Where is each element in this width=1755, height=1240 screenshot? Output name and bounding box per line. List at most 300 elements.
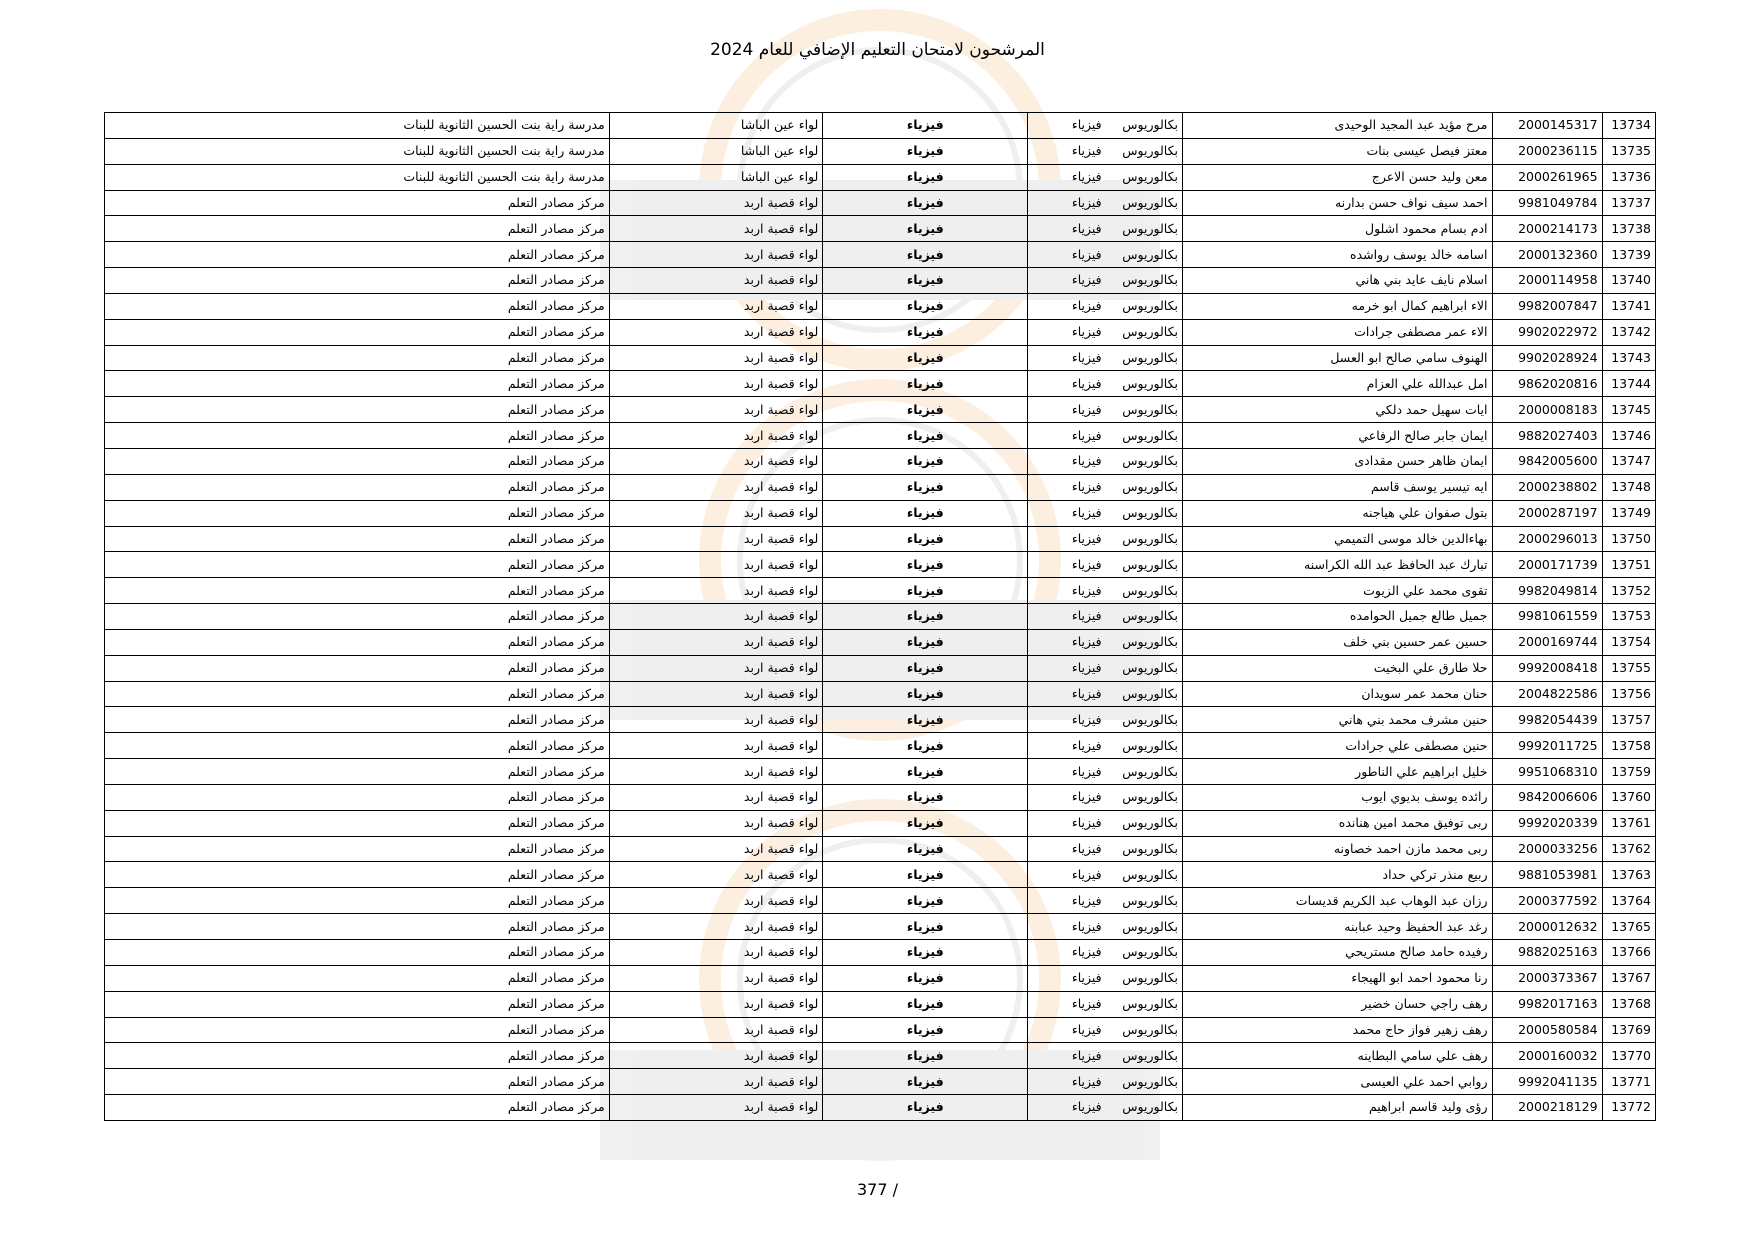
- subject-cell: فيزياء: [823, 268, 1028, 294]
- name-cell: رنا محمود احمد ابو الهيجاء: [1182, 965, 1492, 991]
- table-row: [105, 991, 1656, 1017]
- candidates-table-body: [105, 113, 1656, 1121]
- degree-cell: بكالوريوس: [1106, 190, 1183, 216]
- candidates-table-wrapper: [104, 112, 1656, 1121]
- subject-cell: فيزياء: [823, 604, 1028, 630]
- table-row: [105, 940, 1656, 966]
- degree-cell: بكالوريوس: [1106, 810, 1183, 836]
- seq-cell: 13747: [1602, 448, 1655, 474]
- national-id-cell: 2000580584: [1492, 1017, 1602, 1043]
- name-cell: تبارك عبد الحافظ عبد الله الكراسنه: [1182, 552, 1492, 578]
- name-cell: جميل طالع جميل الحوامده: [1182, 604, 1492, 630]
- district-cell: لواء قصبة اربد: [609, 423, 823, 449]
- degree-cell: بكالوريوس: [1106, 242, 1183, 268]
- degree-cell: بكالوريوس: [1106, 862, 1183, 888]
- exam-center-cell: مركز مصادر التعلم: [105, 991, 610, 1017]
- national-id-cell: 2000238802: [1492, 474, 1602, 500]
- degree-cell: بكالوريوس: [1106, 448, 1183, 474]
- subject-cell: فيزياء: [823, 914, 1028, 940]
- subject-cell: فيزياء: [823, 319, 1028, 345]
- national-id-cell: 2000012632: [1492, 914, 1602, 940]
- district-cell: لواء عين الباشا: [609, 113, 823, 139]
- exam-center-cell: مركز مصادر التعلم: [105, 888, 610, 914]
- district-cell: لواء قصبة اربد: [609, 604, 823, 630]
- seq-cell: 13755: [1602, 655, 1655, 681]
- degree-cell: بكالوريوس: [1106, 345, 1183, 371]
- national-id-cell: 2000008183: [1492, 397, 1602, 423]
- national-id-cell: 2000373367: [1492, 965, 1602, 991]
- table-row: [105, 190, 1656, 216]
- table-row: [105, 578, 1656, 604]
- subject-cell: فيزياء: [823, 707, 1028, 733]
- name-cell: امل عبدالله علي العزام: [1182, 371, 1492, 397]
- national-id-cell: 2000171739: [1492, 552, 1602, 578]
- specialization-cell: فيزياء: [1028, 836, 1106, 862]
- subject-cell: فيزياء: [823, 681, 1028, 707]
- seq-cell: 13763: [1602, 862, 1655, 888]
- degree-cell: بكالوريوس: [1106, 965, 1183, 991]
- table-row: [105, 707, 1656, 733]
- exam-center-cell: مركز مصادر التعلم: [105, 474, 610, 500]
- degree-cell: بكالوريوس: [1106, 1017, 1183, 1043]
- table-row: [105, 500, 1656, 526]
- exam-center-cell: مركز مصادر التعلم: [105, 448, 610, 474]
- name-cell: احمد سيف نواف حسن بدارنه: [1182, 190, 1492, 216]
- degree-cell: بكالوريوس: [1106, 164, 1183, 190]
- subject-cell: فيزياء: [823, 888, 1028, 914]
- exam-center-cell: مركز مصادر التعلم: [105, 397, 610, 423]
- degree-cell: بكالوريوس: [1106, 1043, 1183, 1069]
- seq-cell: 13745: [1602, 397, 1655, 423]
- degree-cell: بكالوريوس: [1106, 629, 1183, 655]
- subject-cell: فيزياء: [823, 397, 1028, 423]
- specialization-cell: فيزياء: [1028, 604, 1106, 630]
- name-cell: رفيده حامد صالح مستريحي: [1182, 940, 1492, 966]
- district-cell: لواء قصبة اربد: [609, 888, 823, 914]
- district-cell: لواء قصبة اربد: [609, 552, 823, 578]
- exam-center-cell: مركز مصادر التعلم: [105, 1069, 610, 1095]
- table-row: [105, 113, 1656, 139]
- specialization-cell: فيزياء: [1028, 940, 1106, 966]
- degree-cell: بكالوريوس: [1106, 113, 1183, 139]
- specialization-cell: فيزياء: [1028, 345, 1106, 371]
- seq-cell: 13744: [1602, 371, 1655, 397]
- subject-cell: فيزياء: [823, 448, 1028, 474]
- seq-cell: 13738: [1602, 216, 1655, 242]
- seq-cell: 13762: [1602, 836, 1655, 862]
- district-cell: لواء عين الباشا: [609, 164, 823, 190]
- seq-cell: 13742: [1602, 319, 1655, 345]
- name-cell: ادم بسام محمود اشلول: [1182, 216, 1492, 242]
- degree-cell: بكالوريوس: [1106, 784, 1183, 810]
- subject-cell: فيزياء: [823, 526, 1028, 552]
- specialization-cell: فيزياء: [1028, 1095, 1106, 1121]
- district-cell: لواء قصبة اربد: [609, 629, 823, 655]
- district-cell: لواء قصبة اربد: [609, 397, 823, 423]
- national-id-cell: 2000132360: [1492, 242, 1602, 268]
- subject-cell: فيزياء: [823, 1095, 1028, 1121]
- name-cell: ايات سهيل حمد دلكي: [1182, 397, 1492, 423]
- page-number: 377 /: [856, 1180, 898, 1199]
- exam-center-cell: مركز مصادر التعلم: [105, 759, 610, 785]
- table-row: [105, 784, 1656, 810]
- exam-center-cell: مركز مصادر التعلم: [105, 1017, 610, 1043]
- national-id-cell: 2000145317: [1492, 113, 1602, 139]
- degree-cell: بكالوريوس: [1106, 604, 1183, 630]
- subject-cell: فيزياء: [823, 991, 1028, 1017]
- degree-cell: بكالوريوس: [1106, 371, 1183, 397]
- subject-cell: فيزياء: [823, 784, 1028, 810]
- name-cell: بتول صفوان علي هياجنه: [1182, 500, 1492, 526]
- specialization-cell: فيزياء: [1028, 397, 1106, 423]
- district-cell: لواء قصبة اربد: [609, 914, 823, 940]
- national-id-cell: 9862020816: [1492, 371, 1602, 397]
- subject-cell: فيزياء: [823, 655, 1028, 681]
- subject-cell: فيزياء: [823, 113, 1028, 139]
- degree-cell: بكالوريوس: [1106, 474, 1183, 500]
- seq-cell: 13759: [1602, 759, 1655, 785]
- table-row: [105, 810, 1656, 836]
- subject-cell: فيزياء: [823, 1017, 1028, 1043]
- table-row: [105, 655, 1656, 681]
- district-cell: لواء قصبة اربد: [609, 1017, 823, 1043]
- table-row: [105, 242, 1656, 268]
- specialization-cell: فيزياء: [1028, 914, 1106, 940]
- national-id-cell: 9882025163: [1492, 940, 1602, 966]
- name-cell: الهنوف سامي صالح ابو العسل: [1182, 345, 1492, 371]
- exam-center-cell: مدرسة راية بنت الحسين الثانوية للبنات: [105, 164, 610, 190]
- seq-cell: 13746: [1602, 423, 1655, 449]
- subject-cell: فيزياء: [823, 810, 1028, 836]
- candidates-table: [104, 112, 1656, 1121]
- table-row: [105, 836, 1656, 862]
- district-cell: لواء قصبة اربد: [609, 836, 823, 862]
- subject-cell: فيزياء: [823, 242, 1028, 268]
- district-cell: لواء قصبة اربد: [609, 965, 823, 991]
- name-cell: حنان محمد عمر سويدان: [1182, 681, 1492, 707]
- exam-center-cell: مركز مصادر التعلم: [105, 268, 610, 294]
- degree-cell: بكالوريوس: [1106, 293, 1183, 319]
- degree-cell: بكالوريوس: [1106, 138, 1183, 164]
- seq-cell: 13751: [1602, 552, 1655, 578]
- name-cell: رهف زهير فواز حاج محمد: [1182, 1017, 1492, 1043]
- district-cell: لواء قصبة اربد: [609, 862, 823, 888]
- specialization-cell: فيزياء: [1028, 423, 1106, 449]
- name-cell: بهاءالدين خالد موسى التميمي: [1182, 526, 1492, 552]
- page-title: المرشحون لامتحان التعليم الإضافي للعام 2024: [710, 40, 1045, 60]
- seq-cell: 13741: [1602, 293, 1655, 319]
- specialization-cell: فيزياء: [1028, 733, 1106, 759]
- district-cell: لواء قصبة اربد: [609, 733, 823, 759]
- exam-center-cell: مركز مصادر التعلم: [105, 216, 610, 242]
- district-cell: لواء قصبة اربد: [609, 474, 823, 500]
- seq-cell: 13743: [1602, 345, 1655, 371]
- subject-cell: فيزياء: [823, 138, 1028, 164]
- district-cell: لواء قصبة اربد: [609, 216, 823, 242]
- name-cell: الاء عمر مصطفى جرادات: [1182, 319, 1492, 345]
- degree-cell: بكالوريوس: [1106, 888, 1183, 914]
- table-row: [105, 604, 1656, 630]
- national-id-cell: 2000033256: [1492, 836, 1602, 862]
- table-row: [105, 423, 1656, 449]
- exam-center-cell: مركز مصادر التعلم: [105, 940, 610, 966]
- name-cell: رهف علي سامي البطاينه: [1182, 1043, 1492, 1069]
- specialization-cell: فيزياء: [1028, 371, 1106, 397]
- national-id-cell: 9992041135: [1492, 1069, 1602, 1095]
- district-cell: لواء قصبة اربد: [609, 784, 823, 810]
- seq-cell: 13771: [1602, 1069, 1655, 1095]
- seq-cell: 13768: [1602, 991, 1655, 1017]
- exam-center-cell: مدرسة راية بنت الحسين الثانوية للبنات: [105, 113, 610, 139]
- table-row: [105, 965, 1656, 991]
- district-cell: لواء قصبة اربد: [609, 810, 823, 836]
- name-cell: اسلام نايف عايد بني هاني: [1182, 268, 1492, 294]
- degree-cell: بكالوريوس: [1106, 991, 1183, 1017]
- name-cell: روابي احمد علي العيسى: [1182, 1069, 1492, 1095]
- national-id-cell: 2000169744: [1492, 629, 1602, 655]
- district-cell: لواء قصبة اربد: [609, 526, 823, 552]
- exam-center-cell: مركز مصادر التعلم: [105, 371, 610, 397]
- exam-center-cell: مركز مصادر التعلم: [105, 629, 610, 655]
- district-cell: لواء قصبة اربد: [609, 500, 823, 526]
- exam-center-cell: مركز مصادر التعلم: [105, 242, 610, 268]
- table-row: [105, 1043, 1656, 1069]
- degree-cell: بكالوريوس: [1106, 397, 1183, 423]
- national-id-cell: 2000218129: [1492, 1095, 1602, 1121]
- name-cell: تقوى محمد علي الزيوت: [1182, 578, 1492, 604]
- degree-cell: بكالوريوس: [1106, 216, 1183, 242]
- degree-cell: بكالوريوس: [1106, 707, 1183, 733]
- national-id-cell: 2000160032: [1492, 1043, 1602, 1069]
- specialization-cell: فيزياء: [1028, 707, 1106, 733]
- seq-cell: 13739: [1602, 242, 1655, 268]
- exam-center-cell: مركز مصادر التعلم: [105, 293, 610, 319]
- exam-center-cell: مركز مصادر التعلم: [105, 319, 610, 345]
- specialization-cell: فيزياء: [1028, 578, 1106, 604]
- district-cell: لواء قصبة اربد: [609, 242, 823, 268]
- district-cell: لواء قصبة اربد: [609, 371, 823, 397]
- specialization-cell: فيزياء: [1028, 552, 1106, 578]
- degree-cell: بكالوريوس: [1106, 914, 1183, 940]
- subject-cell: فيزياء: [823, 1043, 1028, 1069]
- district-cell: لواء قصبة اربد: [609, 1069, 823, 1095]
- degree-cell: بكالوريوس: [1106, 940, 1183, 966]
- exam-center-cell: مركز مصادر التعلم: [105, 707, 610, 733]
- specialization-cell: فيزياء: [1028, 1017, 1106, 1043]
- degree-cell: بكالوريوس: [1106, 319, 1183, 345]
- exam-center-cell: مركز مصادر التعلم: [105, 733, 610, 759]
- table-row: [105, 448, 1656, 474]
- specialization-cell: فيزياء: [1028, 216, 1106, 242]
- name-cell: رزان عبد الوهاب عبد الكريم قديسات: [1182, 888, 1492, 914]
- national-id-cell: 9981049784: [1492, 190, 1602, 216]
- exam-center-cell: مركز مصادر التعلم: [105, 526, 610, 552]
- subject-cell: فيزياء: [823, 190, 1028, 216]
- national-id-cell: 9902028924: [1492, 345, 1602, 371]
- specialization-cell: فيزياء: [1028, 965, 1106, 991]
- exam-center-cell: مركز مصادر التعلم: [105, 552, 610, 578]
- name-cell: حنين مشرف محمد بني هاني: [1182, 707, 1492, 733]
- subject-cell: فيزياء: [823, 862, 1028, 888]
- national-id-cell: 2004822586: [1492, 681, 1602, 707]
- subject-cell: فيزياء: [823, 216, 1028, 242]
- subject-cell: فيزياء: [823, 371, 1028, 397]
- national-id-cell: 9992020339: [1492, 810, 1602, 836]
- exam-center-cell: مركز مصادر التعلم: [105, 655, 610, 681]
- table-row: [105, 216, 1656, 242]
- seq-cell: 13740: [1602, 268, 1655, 294]
- district-cell: لواء قصبة اربد: [609, 655, 823, 681]
- subject-cell: فيزياء: [823, 836, 1028, 862]
- subject-cell: فيزياء: [823, 1069, 1028, 1095]
- subject-cell: فيزياء: [823, 965, 1028, 991]
- national-id-cell: 9842006606: [1492, 784, 1602, 810]
- subject-cell: فيزياء: [823, 293, 1028, 319]
- exam-center-cell: مركز مصادر التعلم: [105, 784, 610, 810]
- seq-cell: 13734: [1602, 113, 1655, 139]
- national-id-cell: 9992011725: [1492, 733, 1602, 759]
- exam-center-cell: مركز مصادر التعلم: [105, 862, 610, 888]
- name-cell: ايمان جابر صالح الرفاعي: [1182, 423, 1492, 449]
- table-row: [105, 293, 1656, 319]
- national-id-cell: 9992008418: [1492, 655, 1602, 681]
- name-cell: ايمان ظاهر حسن مقدادى: [1182, 448, 1492, 474]
- exam-center-cell: مركز مصادر التعلم: [105, 914, 610, 940]
- table-row: [105, 371, 1656, 397]
- national-id-cell: 9982049814: [1492, 578, 1602, 604]
- exam-center-cell: مركز مصادر التعلم: [105, 1043, 610, 1069]
- subject-cell: فيزياء: [823, 345, 1028, 371]
- specialization-cell: فيزياء: [1028, 810, 1106, 836]
- national-id-cell: 9882027403: [1492, 423, 1602, 449]
- seq-cell: 13758: [1602, 733, 1655, 759]
- national-id-cell: 2000214173: [1492, 216, 1602, 242]
- specialization-cell: فيزياء: [1028, 268, 1106, 294]
- specialization-cell: فيزياء: [1028, 991, 1106, 1017]
- district-cell: لواء قصبة اربد: [609, 578, 823, 604]
- national-id-cell: 9842005600: [1492, 448, 1602, 474]
- subject-cell: فيزياء: [823, 500, 1028, 526]
- seq-cell: 13756: [1602, 681, 1655, 707]
- seq-cell: 13765: [1602, 914, 1655, 940]
- specialization-cell: فيزياء: [1028, 888, 1106, 914]
- name-cell: معن وليد حسن الاعرج: [1182, 164, 1492, 190]
- name-cell: رؤى وليد قاسم ابراهيم: [1182, 1095, 1492, 1121]
- name-cell: حسين عمر حسين بني خلف: [1182, 629, 1492, 655]
- table-row: [105, 526, 1656, 552]
- name-cell: مرح مؤيد عبد المجيد الوحيدى: [1182, 113, 1492, 139]
- district-cell: لواء قصبة اربد: [609, 293, 823, 319]
- subject-cell: فيزياء: [823, 733, 1028, 759]
- table-row: [105, 888, 1656, 914]
- name-cell: ربيع منذر تركي حداد: [1182, 862, 1492, 888]
- name-cell: ربى محمد مازن احمد خصاونه: [1182, 836, 1492, 862]
- specialization-cell: فيزياء: [1028, 164, 1106, 190]
- table-row: [105, 319, 1656, 345]
- exam-center-cell: مركز مصادر التعلم: [105, 810, 610, 836]
- district-cell: لواء قصبة اربد: [609, 190, 823, 216]
- national-id-cell: 9982054439: [1492, 707, 1602, 733]
- table-row: [105, 1017, 1656, 1043]
- table-row: [105, 733, 1656, 759]
- national-id-cell: 9981061559: [1492, 604, 1602, 630]
- district-cell: لواء عين الباشا: [609, 138, 823, 164]
- degree-cell: بكالوريوس: [1106, 578, 1183, 604]
- district-cell: لواء قصبة اربد: [609, 345, 823, 371]
- specialization-cell: فيزياء: [1028, 1043, 1106, 1069]
- name-cell: ايه تيسير يوسف قاسم: [1182, 474, 1492, 500]
- district-cell: لواء قصبة اربد: [609, 681, 823, 707]
- table-row: [105, 345, 1656, 371]
- specialization-cell: فيزياء: [1028, 655, 1106, 681]
- table-row: [105, 474, 1656, 500]
- specialization-cell: فيزياء: [1028, 113, 1106, 139]
- table-row: [105, 164, 1656, 190]
- national-id-cell: 2000261965: [1492, 164, 1602, 190]
- exam-center-cell: مركز مصادر التعلم: [105, 604, 610, 630]
- exam-center-cell: مركز مصادر التعلم: [105, 500, 610, 526]
- district-cell: لواء قصبة اربد: [609, 991, 823, 1017]
- exam-center-cell: مركز مصادر التعلم: [105, 423, 610, 449]
- specialization-cell: فيزياء: [1028, 784, 1106, 810]
- subject-cell: فيزياء: [823, 940, 1028, 966]
- table-row: [105, 1069, 1656, 1095]
- name-cell: خليل ابراهيم علي الناطور: [1182, 759, 1492, 785]
- subject-cell: فيزياء: [823, 474, 1028, 500]
- exam-center-cell: مركز مصادر التعلم: [105, 681, 610, 707]
- national-id-cell: 2000296013: [1492, 526, 1602, 552]
- national-id-cell: 2000114958: [1492, 268, 1602, 294]
- specialization-cell: فيزياء: [1028, 242, 1106, 268]
- seq-cell: 13749: [1602, 500, 1655, 526]
- degree-cell: بكالوريوس: [1106, 423, 1183, 449]
- subject-cell: فيزياء: [823, 578, 1028, 604]
- table-row: [105, 1095, 1656, 1121]
- specialization-cell: فيزياء: [1028, 474, 1106, 500]
- national-id-cell: 9881053981: [1492, 862, 1602, 888]
- degree-cell: بكالوريوس: [1106, 500, 1183, 526]
- specialization-cell: فيزياء: [1028, 500, 1106, 526]
- national-id-cell: 9951068310: [1492, 759, 1602, 785]
- district-cell: لواء قصبة اربد: [609, 319, 823, 345]
- seq-cell: 13769: [1602, 1017, 1655, 1043]
- exam-center-cell: مركز مصادر التعلم: [105, 836, 610, 862]
- degree-cell: بكالوريوس: [1106, 1069, 1183, 1095]
- specialization-cell: فيزياء: [1028, 138, 1106, 164]
- national-id-cell: 2000377592: [1492, 888, 1602, 914]
- degree-cell: بكالوريوس: [1106, 681, 1183, 707]
- table-row: [105, 629, 1656, 655]
- national-id-cell: 2000287197: [1492, 500, 1602, 526]
- seq-cell: 13767: [1602, 965, 1655, 991]
- degree-cell: بكالوريوس: [1106, 759, 1183, 785]
- subject-cell: فيزياء: [823, 164, 1028, 190]
- specialization-cell: فيزياء: [1028, 526, 1106, 552]
- specialization-cell: فيزياء: [1028, 319, 1106, 345]
- exam-center-cell: مركز مصادر التعلم: [105, 345, 610, 371]
- specialization-cell: فيزياء: [1028, 759, 1106, 785]
- district-cell: لواء قصبة اربد: [609, 940, 823, 966]
- specialization-cell: فيزياء: [1028, 293, 1106, 319]
- name-cell: رائده يوسف بديوي ايوب: [1182, 784, 1492, 810]
- specialization-cell: فيزياء: [1028, 681, 1106, 707]
- name-cell: معتز فيصل عيسى بنات: [1182, 138, 1492, 164]
- name-cell: حنين مصطفى علي جرادات: [1182, 733, 1492, 759]
- exam-center-cell: مركز مصادر التعلم: [105, 1095, 610, 1121]
- seq-cell: 13772: [1602, 1095, 1655, 1121]
- table-row: [105, 759, 1656, 785]
- seq-cell: 13736: [1602, 164, 1655, 190]
